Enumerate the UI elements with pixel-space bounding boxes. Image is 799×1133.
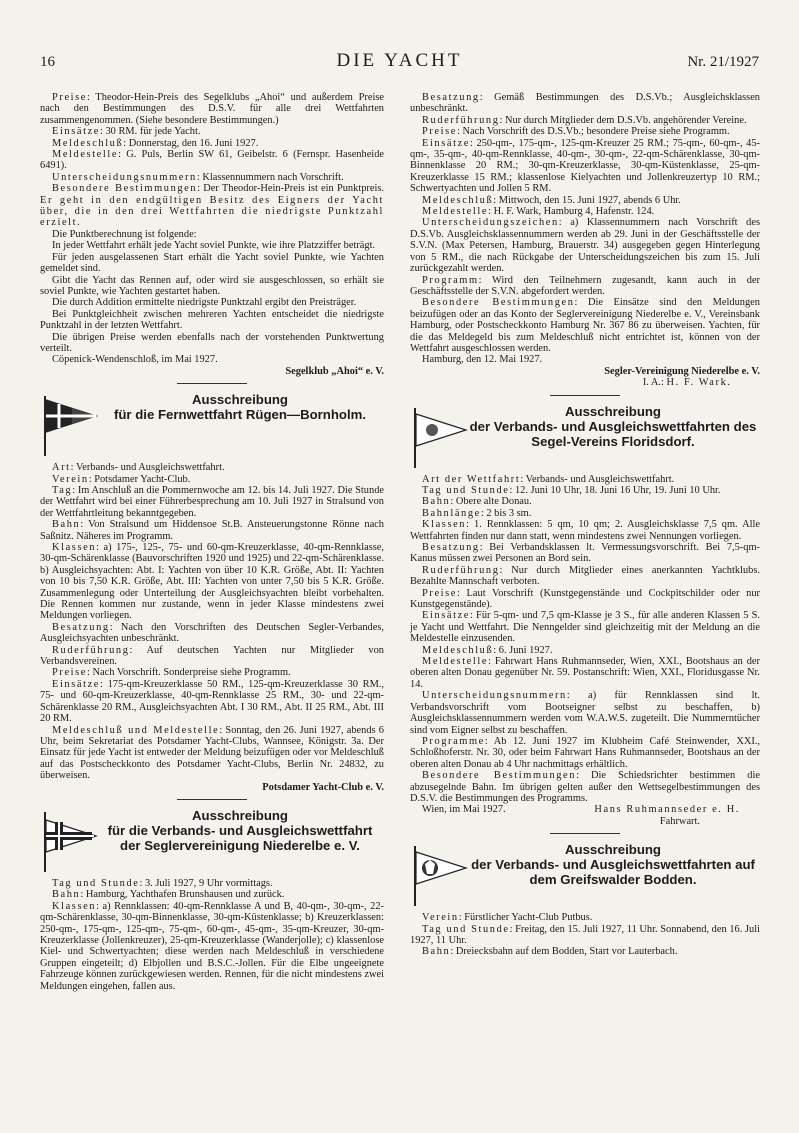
paragraph: Besondere Bestimmungen: Die Schiedsrichter bestimmen die abzusegelnde Bahn. Im übrigen gelten außer den Wettsegelbestimmungen des D.S.V. die Bestimmungen des Programms.	[410, 770, 760, 804]
paragraph: In jeder Wettfahrt erhält jede Yacht soviel Punkte, wie ihre Platzziffer beträgt.	[52, 240, 376, 252]
continued-article	[40, 92, 384, 366]
announcement-greifswald	[410, 842, 760, 906]
paragraph: Die übrigen Preise werden ebenfalls nach der vorstehenden Punktwertung verteilt.	[40, 331, 384, 354]
paragraph: Meldeschluß und Meldestelle: Sonntag, den 26. Juni 1927, abends 6 Uhr, beim Sekretariat des Potsdamer Yacht-Clubs, Wannsee, Königstr. 3a. Der Einsatz für jede Yacht ist entweder der Meldung beizufügen oder vor Meldeschluß auf das Postscheckkonto des Potsdamer Yacht-Clubs, Berlin Nr. 24832, zu überweisen.	[40, 724, 384, 782]
paragraph: Art der Wettfahrt: Verbands- und Ausgleichswettfahrt.	[422, 473, 675, 485]
paragraph: Tag: Im Anschluß an die Pommernwoche am 12. bis 14. Juli 1927. Die Stunde der Wettfahrt wird bei einer Führerbesprechung am 10. Juli 1927 in Stralsund von der Wettfahrtleitung bekanntgegeben.	[40, 484, 384, 519]
divider	[177, 799, 247, 800]
announcement-body	[410, 474, 760, 805]
paragraph: Für jeden ausgelassenen Start erhält die Yacht soviel Punkte, wie Yachten gemeldet sind.	[40, 251, 384, 275]
paragraph: Hamburg, den 12. Mai 1927.	[422, 354, 543, 366]
page-header	[40, 50, 759, 74]
announcement-title: Ausschreibung der Verbands- und Ausgleichswettfahrten des Segel-Vereins Floridsdorf.	[469, 403, 757, 449]
paragraph: Die Punktberechnung ist folgende:	[52, 228, 197, 240]
signature-niederelbe: Segler-Vereinigung Niederelbe e. V.	[604, 365, 760, 377]
paragraph: Cöpenick-Wendenschloß, im Mai 1927.	[52, 354, 218, 366]
paragraph: Ruderführung: Nur durch Mitglieder eines anerkannten Yachtklubs. Bezahlte Mannschaft verboten.	[410, 564, 760, 588]
divider	[550, 833, 620, 834]
paragraph: Klassen: a) Rennklassen: 40-qm-Rennklasse A und B, 40-qm-, 30-qm-, 22-qm-Schärenklasse, 30-qm-Binnenklasse, 30-qm-Küstenklasse; b) Kreuzerklassen: 250-qm-, 175-qm-, 125-qm-, 75-qm-, 60-qm-, 45-qm-, 35-qm-Kreuzer, 30-qm-Kreuzerklasse (Jollenkreuzer), 25-qm-Kreuzerklasse (Wanderjolle); c) klassenlose Kiel- und Schwertyachten; diese werden nach Meldeschluß in verschiedene Gruppen eingeteilt; d) Elbjollen und B.S.C.-Jollen. Für die Elbe ungeeignete Fahrzeuge können zurückgewiesen werden. Rennen, für die nicht mindestens zwei Meldungen eingehen, fallen aus.	[40, 900, 384, 992]
paragraph: Ruderführung: Auf deutschen Yachten nur Mitglieder von Verbandsvereinen.	[40, 644, 384, 668]
paragraph: Tag und Stunde: 3. Juli 1927, 9 Uhr vormittags.	[52, 877, 273, 889]
paragraph: Besatzung: Bei Verbandsklassen lt. Vermessungsvorschrift. Bei 7,5-qm-Kanus müssen zwei Personen an Bord sein.	[410, 542, 760, 565]
magazine-title: DIE YACHT	[336, 50, 463, 71]
paragraph: Verein: Fürstlicher Yacht-Club Putbus.	[422, 912, 593, 924]
paragraph: Einsätze: Für 5-qm- und 7,5 qm-Klasse je 3 S., für alle anderen Klassen 5 S. je Yacht und Wettfahrt. Die Nenngelder sind gleichzeitig mit der Meldung an die Meldestelle einzusenden.	[410, 610, 760, 645]
paragraph: Meldestelle: G. Puls, Berlin SW 61, Geibelstr. 6 (Fernspr. Hasenheide 6491).	[40, 149, 384, 172]
announcement-niederelbe	[40, 808, 384, 872]
left-column	[40, 92, 384, 992]
announcement-ruegen-bornholm	[40, 392, 384, 456]
paragraph: Besatzung: Nach den Vorschriften des Deutschen Segler-Verbandes, Ausgleichsyachten unbeschränkt.	[40, 621, 384, 645]
divider	[550, 395, 620, 396]
paragraph: Die durch Addition ermittelte niedrigste Punktzahl ergibt den Preisträger.	[52, 297, 357, 309]
paragraph: Besondere Bestimmungen: Der Theodor-Hein-Preis ist ein Punktpreis. Er geht in den endgültigen Besitz des Eigners der Yacht über, die in den drei Wettfahrten die niedrigste Punktzahl erzielt.	[40, 183, 385, 229]
club-pennant-icon	[42, 394, 98, 458]
signature-potsdamer: Potsdamer Yacht-Club e. V.	[262, 781, 384, 793]
right-column	[410, 92, 760, 958]
paragraph: Bahn: Von Stralsund um Hiddensoe St.B. Ansteuerungstonne Rönne nach Saßnitz. Näheres im Programm.	[40, 519, 384, 542]
paragraph: Preise: Theodor-Hein-Preis des Segelklubs „Ahoi“ und außerdem Preise nach den Bestimmungen des D.S.V. für alle drei Wettfahrten zusammengenommen. (Siehe besondere Bestimmungen.)	[40, 92, 384, 126]
paragraph: Bahn: Obere alte Donau.	[422, 496, 532, 508]
continued-article	[410, 92, 760, 366]
paragraph: Programm: Wird den Teilnehmern zugesandt, kann auch in der Geschäftsstelle der S.V.N. abgefordert werden.	[410, 274, 760, 297]
paragraph: Verein: Potsdamer Yacht-Club.	[52, 473, 191, 485]
paragraph: Einsätze: 30 RM. für jede Yacht.	[52, 126, 201, 138]
announcement-title: Ausschreibung für die Fernwettfahrt Rügen—Bornholm.	[113, 392, 367, 423]
signature-line	[422, 804, 760, 815]
paragraph: Meldestelle: Fahrwart Hans Ruhmannseder, Wien, XXI., Bootshaus an der oberen alten Donau gegenüber Nr. 59. Postanschrift: Wien, XXI., Floridusgasse Nr. 14.	[410, 656, 760, 690]
paragraph: Preise: Nach Vorschrift. Sonderpreise siehe Programm.	[52, 667, 291, 679]
paragraph: Klassen: a) 175-, 125-, 75- und 60-qm-Kreuzerklasse, 40-qm-Rennklasse, 30-qm-Schärenklasse (Bauvorschriften 1920 und 1925) und 22-qm-Schärenklasse. b) Ausgleichsyachten: Abt. I: Yachten von über 10 K.R. Größe, Abt. II: Yachten von 10 bis 7,50 K.R. Größe, Abt. III: Yachten von unter 7,50 bis 5 K.R. Größe. Zusammenlegung oder Unterteilung der Ausgleichsyachten bleibt vorbehalten. Die Rennen kommen nur zustande, wenn in jeder Klasse mindestens zwei Meldungen vorliegen.	[40, 542, 384, 622]
issue-number: Nr. 21/1927	[687, 54, 759, 70]
signature-role: Fahrwart.	[659, 815, 700, 827]
paragraph: Meldestelle: H. F. Wark, Hamburg 4, Hafenstr. 124.	[422, 206, 655, 218]
paragraph: Besatzung: Gemäß Bestimmungen des D.S.Vb.; Ausgleichsklassen unbeschränkt.	[410, 92, 760, 115]
club-pennant-icon	[412, 844, 468, 908]
paragraph: Art: Verbands- und Ausgleichswettfahrt.	[52, 462, 225, 474]
announcement-title: Ausschreibung der Verbands- und Ausgleichswettfahrten auf dem Greifswalder Bodden.	[471, 842, 755, 888]
divider	[177, 383, 247, 384]
club-pennant-icon	[412, 406, 468, 470]
signature-ruhmannseder: Hans Ruhmannseder e. H.	[594, 804, 740, 816]
signature-ahoi: Segelklub „Ahoi“ e. V.	[285, 365, 384, 377]
paragraph: Einsätze: 250-qm-, 175-qm-, 125-qm-Kreuzer 25 RM.; 75-qm-, 60-qm-, 45-qm-, 35-qm-, 40-qm-Rennklasse, 40-qm-, 30-qm-, 22-qm-Schärenklasse, 30-qm-Binnenklasse 20 RM.; 30-qm-Kreuzerklasse, 30-qm-Küstenklasse, 25-qm-Kreuzerklasse 15 RM.; klassenlose Kielyachten und Jollenkreuzertyp 10 RM.; Schwertyachten und Jollen 5 RM.	[410, 137, 760, 195]
announcement-floridsdorf	[410, 404, 760, 468]
signature-wark: I. A.: H. F. Wark.	[642, 377, 730, 389]
paragraph: Ruderführung: Nur durch Mitglieder dem D.S.Vb. angehörender Vereine.	[422, 114, 747, 126]
club-pennant-icon	[42, 810, 98, 874]
paragraph: Preise: Laut Vorschrift (Kunstgegenstände und Cockpitschilder oder nur Kunstgegenstände).	[410, 587, 760, 611]
paragraph: Bei Punktgleichheit zwischen mehreren Yachten entscheidet die niedrigste Punktzahl in der letzten Wettfahrt.	[40, 308, 384, 332]
paragraph: Bahnlänge: 2 bis 3 sm.	[422, 507, 532, 519]
paragraph: Tag und Stunde: Freitag, den 15. Juli 1927, 11 Uhr. Sonnabend, den 16. Juli 1927, 11 Uhr.	[410, 923, 760, 946]
paragraph: Tag und Stunde: 12. Juni 10 Uhr, 18. Juni 16 Uhr, 19. Juni 10 Uhr.	[422, 484, 721, 496]
paragraph: Meldeschluß: 6. Juni 1927.	[422, 644, 553, 656]
paragraph: Unterscheidungsnummern: Klassennummern nach Vorschrift.	[52, 171, 344, 183]
date-text: Wien, im Mai 1927.	[422, 804, 506, 816]
paragraph: Bahn: Dreiecksbahn auf dem Bodden, Start vor Lauterbach.	[422, 946, 678, 958]
paragraph: Klassen: 1. Rennklassen: 5 qm, 10 qm; 2. Ausgleichsklasse 7,5 qm. Alle Wettfahrten finden nur dann statt, wenn mindestens zwei Nennungen vorliegen.	[410, 519, 760, 542]
paragraph: Preise: Nach Vorschrift des D.S.Vb.; besondere Preise siehe Programm.	[422, 126, 730, 138]
paragraph: Gibt die Yacht das Rennen auf, oder wird sie ausgeschlossen, so erhält sie soviel Punkte, wie Yachten gestartet haben.	[40, 274, 384, 297]
announcement-body	[40, 462, 384, 781]
paragraph: Unterscheidungszeichen: a) Klassennummern nach Vorschrift des D.S.Vb. Ausgleichsklassennummern werden ab 29. Juni in der Geschäftsstelle der S.V.N. (Max Petersen, Hamburg, Brauerstr. 34) ausgegeben gegen Hinterlegung von 5 RM., die nach Rückgabe der Unterscheidungszeichen bis zum 15. Juli zurückgezahlt werden.	[410, 217, 760, 275]
announcement-body	[40, 878, 384, 992]
paragraph: Besondere Bestimmungen: Die Einsätze sind den Meldungen beizufügen oder an das Konto der Seglervereinigung Niederelbe e. V., Vereinsbank Hamburg, oder Postscheckkonto Hamburg Nr. 367 86 zu überweisen. Yachten, für die das Meldegeld bis zum Meldeschluß nicht entrichtet ist, können von der Wettfahrt ausgeschlossen werden.	[410, 297, 760, 354]
announcement-title: Ausschreibung für die Verbands- und Ausgleichswettfahrt der Seglervereinigung Niederelbe e. V.	[107, 807, 373, 853]
announcement-body	[410, 912, 760, 958]
paragraph: Unterscheidungsnummern: a) für Rennklassen sind lt. Verbandsvorschrift vom Bootseigner selbst zu beschaffen, b) Ausgleichsklassennummern werden vom W.A.W.S. zugeteilt. Die Nummerntücher sind vom Eigner selbst zu beschaffen.	[410, 690, 760, 736]
paragraph: Bahn: Hamburg, Yachthafen Brunshausen und zurück.	[52, 889, 285, 901]
paragraph: Meldeschluß: Donnerstag, den 16. Juni 1927.	[52, 137, 259, 149]
page-number: 16	[40, 54, 55, 70]
paragraph: Programme: Ab 12. Juni 1927 im Klubheim Café Steinwender, XXI., Schloßhoferstr. Nr. 30, oder beim Fahrwart Hans Ruhmannseder, Bootshaus an der oberen alten Donau ab 4 Uhr nachmittags erhältlich.	[410, 735, 760, 770]
paragraph: Meldeschluß: Mittwoch, den 15. Juni 1927, abends 6 Uhr.	[422, 194, 681, 206]
paragraph: Einsätze: 175-qm-Kreuzerklasse 50 RM., 125-qm-Kreuzerklasse 30 RM., 75- und 60-qm-Kreuzerklasse, 40-qm-Rennklasse 25 RM., 30- und 22-qm-Schärenklasse 20 RM., Ausgleichsyachten Abt. I 30 RM., Abt. II 25 RM., Abt. III 20 RM.	[40, 678, 384, 725]
